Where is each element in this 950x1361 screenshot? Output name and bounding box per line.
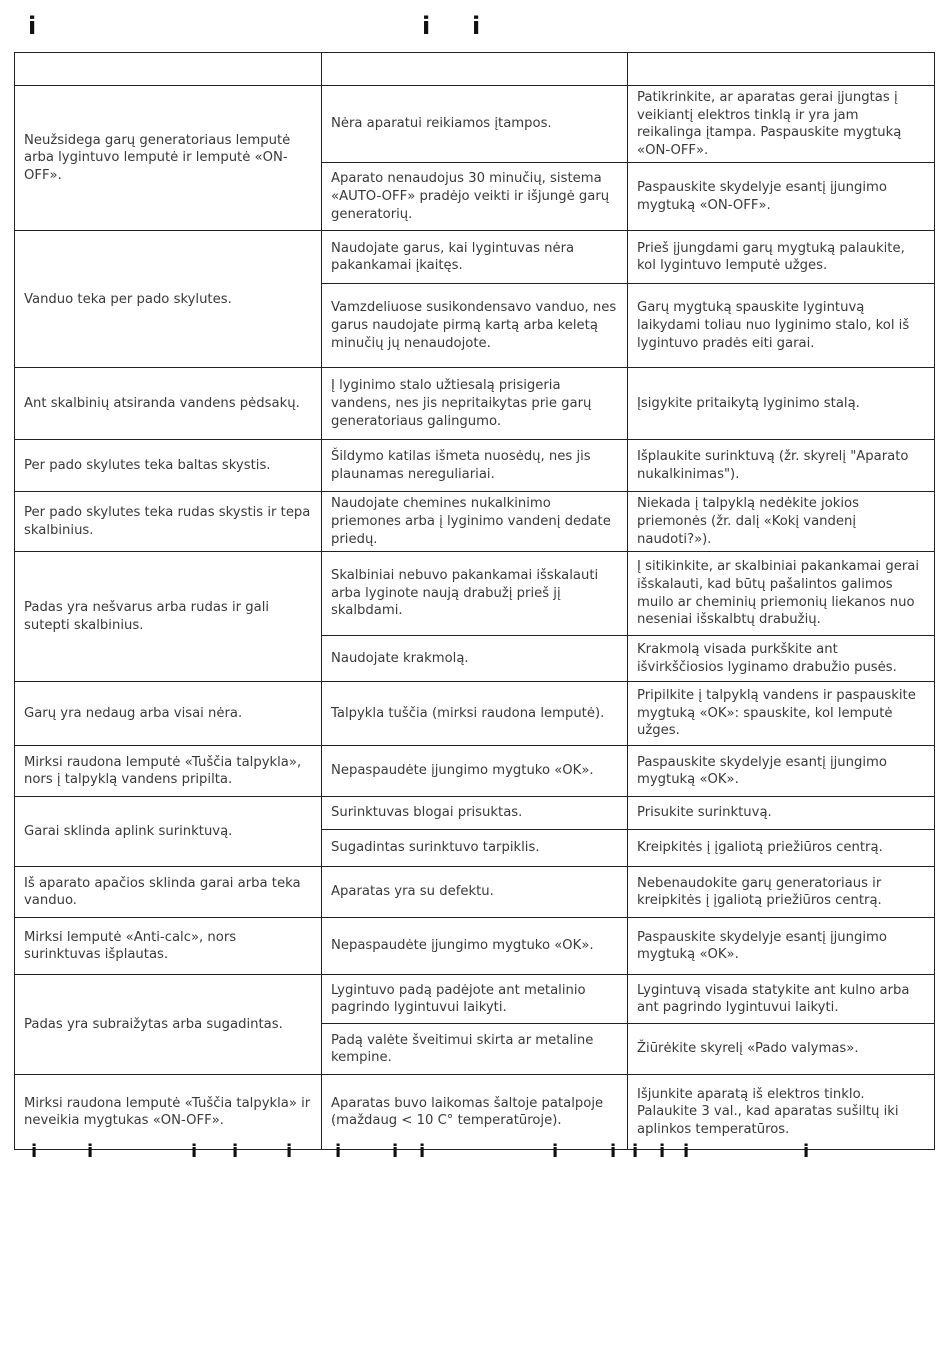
- table-row: [15, 918, 935, 975]
- solution-cell: Į sitikinkite, ar skalbiniai pakankamai gerai išskalauti, kad būtų pašalintos galimos muilo ar cheminių priemonių liekanos nuo neseniai išskalbtų drabužių.: [628, 552, 935, 636]
- problem-cell: Mirksi lemputė «Anti-calc», nors surinktuvas išplautas.: [15, 918, 322, 975]
- solution-cell: Įsigykite pritaikytą lyginimo stalą.: [628, 368, 935, 440]
- solution-cell: Žiūrėkite skyrelį «Pado valymas».: [628, 1024, 935, 1075]
- cause-cell: Vamzdeliuose susikondensavo vanduo, nes garus naudojate pirmą kartą arba keletą minučių jų nenaudojote.: [322, 284, 628, 368]
- header-cell: [15, 53, 322, 86]
- cause-cell: Nepaspaudėte įjungimo mygtuko «OK».: [322, 918, 628, 975]
- problem-cell: Garai sklinda aplink surinktuvą.: [15, 797, 322, 867]
- solution-cell: Nebenaudokite garų generatoriaus ir kreipkitės į įgaliotą priežiūros centrą.: [628, 867, 935, 918]
- cause-cell: Į lyginimo stalo užtiesalą prisigeria vandens, nes jis nepritaikytas prie garų generatoriaus galingumo.: [322, 368, 628, 440]
- footer-glyph: i: [803, 1141, 810, 1162]
- cause-cell: Šildymo katilas išmeta nuosėdų, nes jis plaunamas nereguliariai.: [322, 440, 628, 492]
- cause-cell: Naudojate krakmolą.: [322, 636, 628, 682]
- solution-cell: Garų mygtuką spauskite lygintuvą laikydami toliau nuo lyginimo stalo, kol iš lygintuvo pradės eiti garai.: [628, 284, 935, 368]
- cause-cell: Aparatas yra su defektu.: [322, 867, 628, 918]
- problem-cell: Ant skalbinių atsiranda vandens pėdsakų.: [15, 368, 322, 440]
- table-row: [15, 368, 935, 440]
- footer-glyph: i: [31, 1141, 38, 1162]
- header-cell: [322, 53, 628, 86]
- solution-cell: Paspauskite skydelyje esantį įjungimo mygtuką «OK».: [628, 746, 935, 797]
- solution-cell: Niekada į talpyklą nedėkite jokios priemonės (žr. dalį «Kokį vandenį naudoti?»).: [628, 492, 935, 552]
- solution-cell: Kreipkitės į įgaliotą priežiūros centrą.: [628, 830, 935, 867]
- cause-cell: Talpykla tuščia (mirksi raudona lemputė).: [322, 682, 628, 746]
- cause-cell: Aparato nenaudojus 30 minučių, sistema «AUTO-OFF» pradėjo veikti ir išjungė garų generatorių.: [322, 163, 628, 231]
- table-row: [15, 492, 935, 552]
- solution-cell: Krakmolą visada purkškite ant išvirkščiosios lyginamo drabužio pusės.: [628, 636, 935, 682]
- table-row: [15, 746, 935, 797]
- table-row: [15, 797, 935, 830]
- problem-cell: Per pado skylutes teka baltas skystis.: [15, 440, 322, 492]
- table-row: [15, 86, 935, 163]
- footer-glyph: i: [419, 1141, 426, 1162]
- table-header-row: [15, 53, 935, 86]
- header-cell: [628, 53, 935, 86]
- cause-cell: Aparatas buvo laikomas šaltoje patalpoje (maždaug < 10 C° temperatūroje).: [322, 1075, 628, 1150]
- problem-cell: Iš aparato apačios sklinda garai arba teka vanduo.: [15, 867, 322, 918]
- footer-glyph: i: [335, 1141, 342, 1162]
- solution-cell: Prisukite surinktuvą.: [628, 797, 935, 830]
- footer-glyph: i: [610, 1141, 617, 1162]
- heading-glyph: i: [28, 12, 37, 40]
- solution-cell: Paspauskite skydelyje esantį įjungimo mygtuką «OK».: [628, 918, 935, 975]
- solution-cell: Pripilkite į talpyklą vandens ir paspauskite mygtuką «OK»: spauskite, kol lemputė užges.: [628, 682, 935, 746]
- heading-glyph: i: [422, 12, 431, 40]
- table-row: [15, 231, 935, 284]
- table-row: [15, 975, 935, 1024]
- problem-cell: Neužsidega garų generatoriaus lemputė arba lygintuvo lemputė ir lemputė «ON-OFF».: [15, 86, 322, 231]
- problem-cell: Mirksi raudona lemputė «Tuščia talpykla» ir neveikia mygtukas «ON-OFF».: [15, 1075, 322, 1150]
- cause-cell: Padą valėte šveitimui skirta ar metaline kempine.: [322, 1024, 628, 1075]
- footer-glyph: i: [286, 1141, 293, 1162]
- problem-cell: Mirksi raudona lemputė «Tuščia talpykla», nors į talpyklą vandens pripilta.: [15, 746, 322, 797]
- problem-cell: Padas yra nešvarus arba rudas ir gali sutepti skalbinius.: [15, 552, 322, 682]
- problem-cell: Per pado skylutes teka rudas skystis ir tepa skalbinius.: [15, 492, 322, 552]
- problem-cell: Vanduo teka per pado skylutes.: [15, 231, 322, 368]
- table-row: [15, 867, 935, 918]
- table-row: [15, 1075, 935, 1150]
- cause-cell: Lygintuvo padą padėjote ant metalinio pagrindo lygintuvui laikyti.: [322, 975, 628, 1024]
- solution-cell: Patikrinkite, ar aparatas gerai įjungtas į veikiantį elektros tinklą ir yra jam reikalinga įtampa. Paspauskite mygtuką «ON-OFF».: [628, 86, 935, 163]
- heading-glyph: i: [472, 12, 481, 40]
- solution-cell: Išplaukite surinktuvą (žr. skyrelį "Aparato nukalkinimas").: [628, 440, 935, 492]
- table-row: [15, 552, 935, 636]
- solution-cell: Išjunkite aparatą iš elektros tinklo. Palaukite 3 val., kad aparatas sušiltų iki aplinkos temperatūros.: [628, 1075, 935, 1150]
- cause-cell: Nepaspaudėte įjungimo mygtuko «OK».: [322, 746, 628, 797]
- solution-cell: Lygintuvą visada statykite ant kulno arba ant pagrindo lygintuvui laikyti.: [628, 975, 935, 1024]
- cause-cell: Sugadintas surinktuvo tarpiklis.: [322, 830, 628, 867]
- footer-glyph: i: [552, 1141, 559, 1162]
- footer-glyph: i: [191, 1141, 198, 1162]
- problem-cell: Padas yra subraižytas arba sugadintas.: [15, 975, 322, 1075]
- table-row: [15, 440, 935, 492]
- cause-cell: Naudojate garus, kai lygintuvas nėra pakankamai įkaitęs.: [322, 231, 628, 284]
- footer-glyph: i: [232, 1141, 239, 1162]
- footer-glyph: i: [683, 1141, 690, 1162]
- solution-cell: Paspauskite skydelyje esantį įjungimo mygtuką «ON-OFF».: [628, 163, 935, 231]
- troubleshooting-table: [14, 52, 935, 1150]
- footer-glyph: i: [87, 1141, 94, 1162]
- footer-glyph: i: [632, 1141, 639, 1162]
- footer-glyph: i: [659, 1141, 666, 1162]
- table-row: [15, 682, 935, 746]
- solution-cell: Prieš įjungdami garų mygtuką palaukite, kol lygintuvo lemputė užges.: [628, 231, 935, 284]
- cause-cell: Skalbiniai nebuvo pakankamai išskalauti arba lyginote naują drabužį prieš jį skalbdami.: [322, 552, 628, 636]
- footer-glyph: i: [392, 1141, 399, 1162]
- cause-cell: Surinktuvas blogai prisuktas.: [322, 797, 628, 830]
- problem-cell: Garų yra nedaug arba visai nėra.: [15, 682, 322, 746]
- cause-cell: Naudojate chemines nukalkinimo priemones arba į lyginimo vandenį dedate priedų.: [322, 492, 628, 552]
- cause-cell: Nėra aparatui reikiamos įtampos.: [322, 86, 628, 163]
